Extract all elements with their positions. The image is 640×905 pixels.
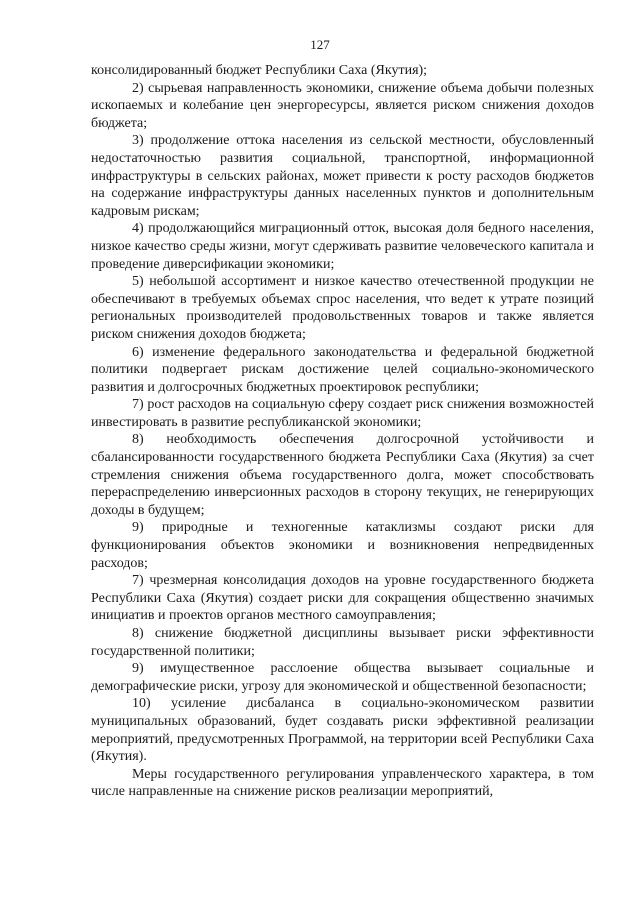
paragraph: 2) сырьевая направленность экономики, снижение объема добычи полезных ископаемых и колебание цен энергоресурсы, является риском снижения доходов бюджета;	[91, 80, 594, 131]
paragraph: 4) продолжающийся миграционный отток, высокая доля бедного населения, низкое качество среды жизни, могут сдерживать развитие человеческого капитала и проведение диверсификации экономики;	[91, 221, 594, 272]
paragraph: 5) небольшой ассортимент и низкое качество отечественной продукции не обеспечивают в требуемых объемах спрос населения, что ведет к утрате позиций региональных производителей продовольственных товаров и также является риском снижения доходов бюджета;	[91, 274, 594, 342]
page-number: 127	[310, 37, 330, 52]
paragraph: 3) продолжение оттока населения из сельской местности, обусловленный недостаточностью развития социальной, транспортной, информационной инфраструктуры в сельских районах, может привести к росту расходов бюджетов на содержание инфраструктуры данных населенных пунктов и дополнительным кадровым рискам;	[91, 133, 594, 219]
paragraph: 7) рост расходов на социальную сферу создает риск снижения возможностей инвестировать в развитие республиканской экономики;	[91, 397, 594, 430]
document-body	[91, 62, 594, 801]
paragraph: консолидированный бюджет Республики Саха (Якутия);	[91, 63, 428, 78]
paragraph: 7) чрезмерная консолидация доходов на уровне государственного бюджета Республики Саха (Якутия) создает риски для сокращения общественно значимых инициатив и проектов органов местного самоуправления;	[91, 573, 594, 624]
paragraph: 6) изменение федерального законодательства и федеральной бюджетной политики подвергает рискам достижение целей социально-экономического развития и долгосрочных бюджетных проектировок республики;	[91, 344, 594, 395]
paragraph: 8) необходимость обеспечения долгосрочной устойчивости и сбалансированности государственного бюджета Республики Саха (Якутия) за счет стремления снижения объема государственного долга, может способствовать перераспределению инверсионных расходов в сторону текущих, не генерирующих доходы в будущем;	[91, 432, 594, 518]
paragraph: 9) имущественное расслоение общества вызывает социальные и демографические риски, угрозу для экономической и общественной безопасности;	[91, 661, 594, 694]
paragraph: Меры государственного регулирования управленческого характера, в том числе направленные на снижение рисков реализации мероприятий,	[91, 766, 594, 800]
paragraph: 9) природные и техногенные катаклизмы создают риски для функционирования объектов экономики и возникновения непредвиденных расходов;	[91, 520, 594, 571]
paragraph: 10) усиление дисбаланса в социально-экономическом развитии муниципальных образований, будет создавать риски эффективной реализации мероприятий, предусмотренных Программой, на территории всей Республики Саха (Якутия).	[91, 696, 594, 765]
paragraph: 8) снижение бюджетной дисциплины вызывает риски эффективности государственной политики;	[91, 626, 594, 659]
